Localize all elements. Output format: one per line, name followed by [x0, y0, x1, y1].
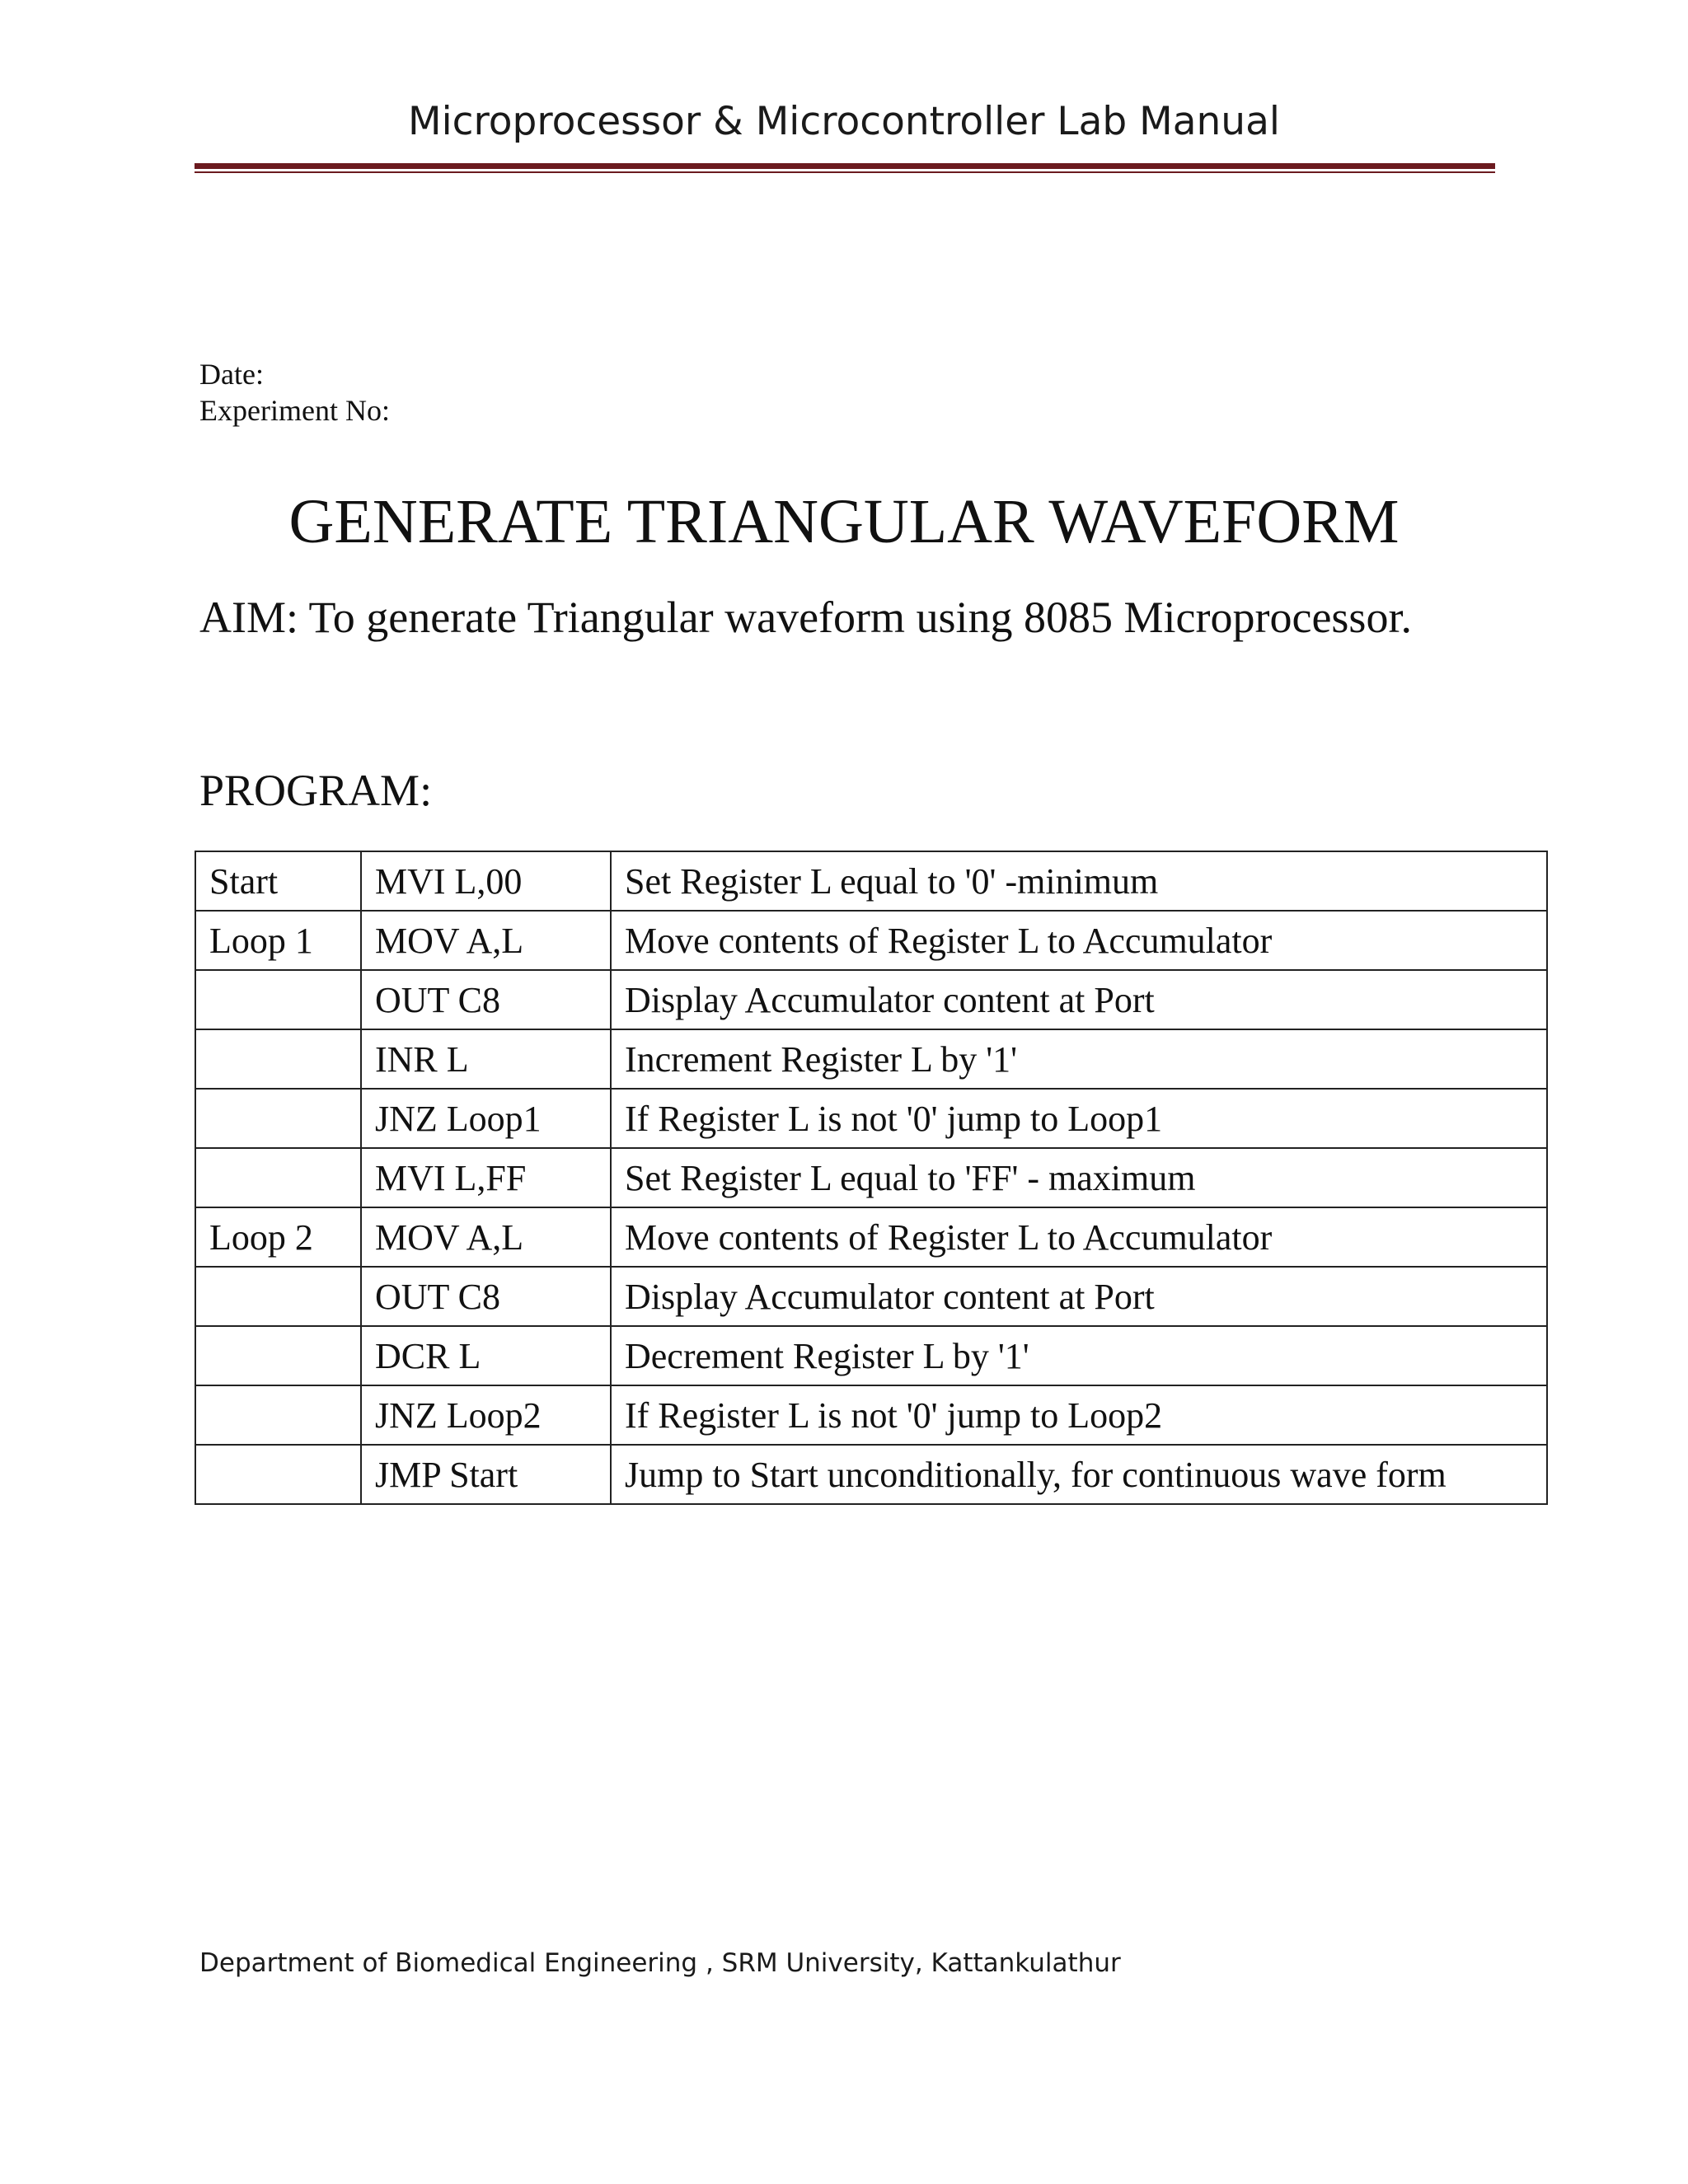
table-row [195, 1029, 1547, 1089]
date-label: Date: [199, 358, 264, 391]
header-rule-thin [195, 171, 1495, 173]
table-row [195, 1385, 1547, 1445]
aim-text: AIM: To generate Triangular waveform using 8085 Microprocessor. [199, 593, 1412, 642]
row-instruction: MVI L,00 [361, 851, 611, 911]
row-comment: Display Accumulator content at Port [611, 1267, 1547, 1326]
row-instruction: MVI L,FF [361, 1148, 611, 1207]
row-label [195, 1089, 361, 1148]
row-label [195, 1029, 361, 1089]
table-row [195, 970, 1547, 1029]
row-comment: Display Accumulator content at Port [611, 970, 1547, 1029]
row-instruction: INR L [361, 1029, 611, 1089]
row-label [195, 1148, 361, 1207]
row-label [195, 1385, 361, 1445]
table-row [195, 911, 1547, 970]
row-label [195, 1445, 361, 1504]
row-instruction: MOV A,L [361, 1207, 611, 1267]
table-row [195, 1148, 1547, 1207]
row-label: Start [195, 851, 361, 911]
row-label: Loop 1 [195, 911, 361, 970]
program-table [195, 851, 1548, 1505]
row-comment: If Register L is not '0' jump to Loop2 [611, 1385, 1547, 1445]
table-row [195, 1207, 1547, 1267]
row-instruction: MOV A,L [361, 911, 611, 970]
table-row [195, 851, 1547, 911]
row-comment: Set Register L equal to 'FF' - maximum [611, 1148, 1547, 1207]
row-instruction: DCR L [361, 1326, 611, 1385]
row-instruction: JNZ Loop1 [361, 1089, 611, 1148]
row-instruction: OUT C8 [361, 970, 611, 1029]
row-label [195, 970, 361, 1029]
header-rule [195, 163, 1495, 169]
page-title: GENERATE TRIANGULAR WAVEFORM [288, 487, 1400, 556]
program-heading: PROGRAM: [199, 766, 433, 815]
table-row [195, 1326, 1547, 1385]
row-comment: Move contents of Register L to Accumulator [611, 911, 1547, 970]
row-comment: Set Register L equal to '0' -minimum [611, 851, 1547, 911]
row-instruction: JNZ Loop2 [361, 1385, 611, 1445]
table-row [195, 1267, 1547, 1326]
row-comment: Decrement Register L by '1' [611, 1326, 1547, 1385]
page-footer: Department of Biomedical Engineering , SRM University, Kattankulathur [199, 1948, 1121, 1978]
table-row [195, 1445, 1547, 1504]
row-label: Loop 2 [195, 1207, 361, 1267]
row-comment: Move contents of Register L to Accumulator [611, 1207, 1547, 1267]
table-row [195, 1089, 1547, 1148]
header-title: Microprocessor & Microcontroller Lab Manual [408, 99, 1280, 144]
row-instruction: OUT C8 [361, 1267, 611, 1326]
row-instruction: JMP Start [361, 1445, 611, 1504]
row-label [195, 1267, 361, 1326]
experiment-label: Experiment No: [199, 394, 390, 427]
row-comment: Increment Register L by '1' [611, 1029, 1547, 1089]
row-comment: Jump to Start unconditionally, for continuous wave form [611, 1445, 1547, 1504]
row-comment: If Register L is not '0' jump to Loop1 [611, 1089, 1547, 1148]
row-label [195, 1326, 361, 1385]
